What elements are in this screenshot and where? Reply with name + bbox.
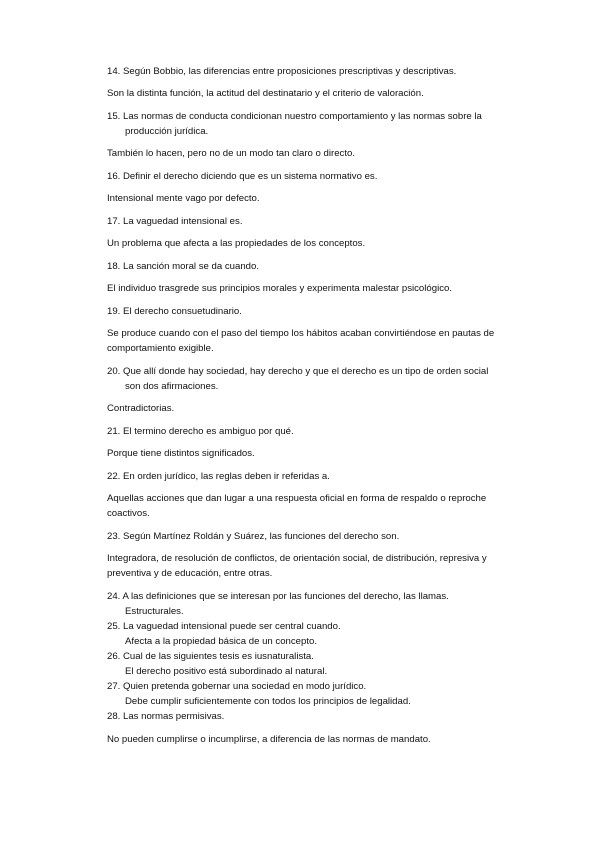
question-26: 26. Cual de las siguientes tesis es iusnaturalista. [107, 651, 314, 662]
answer-19: Se produce cuando con el paso del tiempo los hábitos acaban convirtiéndose en pautas de [107, 328, 495, 339]
question-27: 27. Quien pretenda gobernar una sociedad en modo jurídico. [107, 681, 367, 692]
answer-22: Aquellas acciones que dan lugar a una respuesta oficial en forma de respaldo o reproche [107, 493, 487, 504]
answer-19-cont: comportamiento exigible. [107, 343, 214, 354]
answer-16: Intensional mente vago por defecto. [107, 193, 260, 204]
question-20-cont: son dos afirmaciones. [125, 381, 219, 392]
answer-28: No pueden cumplirse o incumplirse, a diferencia de las normas de mandato. [107, 734, 431, 745]
question-18: 18. La sanción moral se da cuando. [107, 261, 260, 272]
answer-23: Integradora, de resolución de conflictos, de orientación social, de distribución, represiva y [107, 553, 487, 564]
question-19: 19. El derecho consuetudinario. [107, 306, 242, 317]
answer-21: Porque tiene distintos significados. [107, 448, 255, 459]
answer-27: Debe cumplir suficientemente con todos los principios de legalidad. [125, 696, 411, 707]
question-17: 17. La vaguedad intensional es. [107, 216, 243, 227]
answer-23-cont: preventiva y de educación, entre otras. [107, 568, 273, 579]
answer-15: También lo hacen, pero no de un modo tan claro o directo. [107, 148, 355, 159]
question-20: 20. Que allí donde hay sociedad, hay derecho y que el derecho es un tipo de orden social [107, 366, 489, 377]
answer-26: El derecho positivo está subordinado al natural. [125, 666, 328, 677]
answer-25: Afecta a la propiedad básica de un concepto. [125, 636, 318, 647]
question-23: 23. Según Martínez Roldán y Suárez, las funciones del derecho son. [107, 531, 400, 542]
question-14: 14. Según Bobbio, las diferencias entre proposiciones prescriptivas y descriptivas. [107, 66, 457, 77]
question-15: 15. Las normas de conducta condicionan nuestro comportamiento y las normas sobre la [107, 111, 482, 122]
question-25: 25. La vaguedad intensional puede ser central cuando. [107, 621, 341, 632]
question-28: 28. Las normas permisivas. [107, 711, 225, 722]
answer-17: Un problema que afecta a las propiedades de los conceptos. [107, 238, 366, 249]
answer-20: Contradictorias. [107, 403, 175, 414]
answer-24: Estructurales. [125, 606, 184, 617]
question-24: 24. A las definiciones que se interesan por las funciones del derecho, las llamas. [107, 591, 449, 602]
question-16: 16. Definir el derecho diciendo que es un sistema normativo es. [107, 171, 378, 182]
question-15-cont: producción jurídica. [125, 126, 209, 137]
question-21: 21. El termino derecho es ambiguo por qué. [107, 426, 294, 437]
answer-14: Son la distinta función, la actitud del destinatario y el criterio de valoración. [107, 88, 424, 99]
answer-22-cont: coactivos. [107, 508, 150, 519]
question-22: 22. En orden jurídico, las reglas deben ir referidas a. [107, 471, 330, 482]
answer-18: El individuo trasgrede sus principios morales y experimenta malestar psicológico. [107, 283, 453, 294]
